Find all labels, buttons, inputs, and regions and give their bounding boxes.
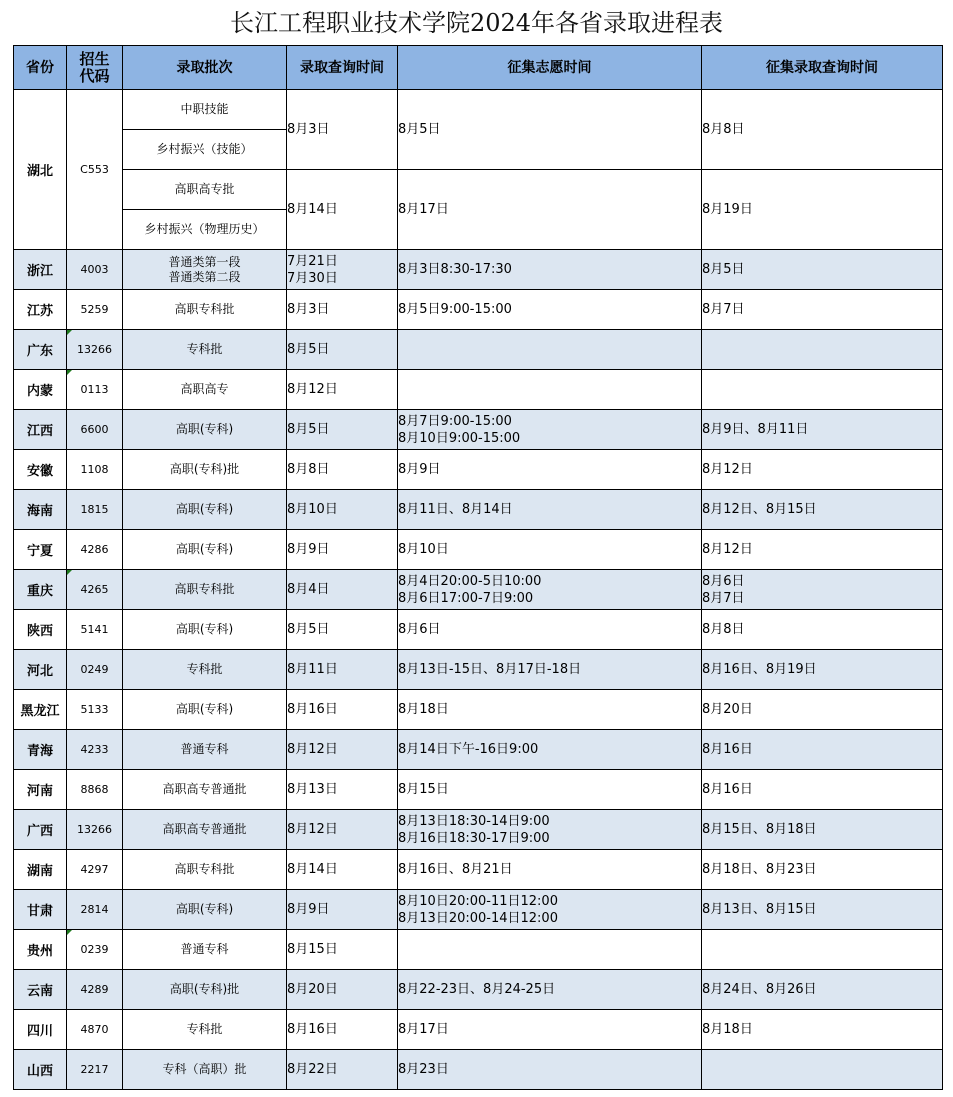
solicit-time-cell	[398, 930, 702, 970]
query-time-cell-line: 8月14日	[287, 862, 338, 877]
solicit-time-cell-line: 8月16日、8月21日	[398, 862, 513, 877]
province-cell-line: 广西	[26, 824, 53, 839]
solicit-query-cell-line: 8月16日	[702, 742, 753, 757]
code-cell-line: 4870	[80, 1023, 109, 1036]
query-time-cell	[287, 930, 398, 970]
solicit-time-cell-line: 8月9日	[398, 462, 441, 477]
province-cell	[14, 330, 67, 370]
batch-cell	[123, 410, 287, 450]
province-cell-line: 江西	[26, 424, 53, 439]
province-cell	[14, 490, 67, 530]
query-time-cell	[287, 1010, 398, 1050]
table-row	[14, 410, 943, 450]
solicit-query-cell	[702, 850, 943, 890]
table-row	[14, 970, 943, 1010]
province-cell	[14, 890, 67, 930]
code-cell-line: 4289	[80, 983, 109, 996]
batch-cell-line: 高职(专科)	[175, 422, 234, 436]
province-cell	[14, 810, 67, 850]
code-cell	[67, 530, 123, 570]
solicit-time-cell	[398, 1050, 702, 1090]
province-cell-line: 四川	[26, 1024, 53, 1039]
query-time-cell	[287, 850, 398, 890]
batch-cell	[123, 690, 287, 730]
solicit-query-cell: 8月8日	[702, 90, 943, 170]
table-row	[14, 530, 943, 570]
code-cell-line: 0249	[80, 663, 109, 676]
solicit-query-cell	[702, 810, 943, 850]
solicit-time-cell	[398, 450, 702, 490]
solicit-time-cell	[398, 490, 702, 530]
province-cell-line: 云南	[26, 984, 53, 999]
solicit-query-cell-line: 8月18日	[702, 1022, 753, 1037]
query-time-cell: 8月3日	[287, 90, 398, 170]
province-cell	[14, 450, 67, 490]
solicit-query-cell	[702, 1010, 943, 1050]
solicit-time-cell-line: 8月13日18:30-14日9:00	[398, 813, 550, 829]
batch-cell	[123, 250, 287, 290]
batch-cell: 乡村振兴（技能）	[123, 130, 287, 170]
header-province: 省份	[14, 46, 67, 90]
header-code: 招生代码	[67, 46, 123, 90]
table-row	[14, 1010, 943, 1050]
query-time-cell	[287, 1050, 398, 1090]
province-cell	[14, 690, 67, 730]
solicit-time-cell	[398, 250, 702, 290]
batch-cell	[123, 970, 287, 1010]
solicit-time-cell-line: 8月5日9:00-15:00	[398, 302, 512, 317]
batch-cell	[123, 450, 287, 490]
code-cell-line: 5133	[80, 703, 109, 716]
solicit-time-cell-line: 8月10日20:00-11日12:00	[398, 893, 558, 909]
solicit-query-cell-line: 8月12日、8月15日	[702, 502, 817, 517]
batch-cell: 高职高专批	[123, 170, 287, 210]
solicit-time-cell	[398, 1010, 702, 1050]
province-cell-line: 甘肃	[26, 904, 53, 919]
solicit-time-cell	[398, 770, 702, 810]
table-row	[14, 690, 943, 730]
solicit-query-cell-line: 8月15日、8月18日	[702, 822, 817, 837]
code-cell-line: 13266	[77, 343, 112, 356]
query-time-cell	[287, 810, 398, 850]
solicit-time-cell-line: 8月10日9:00-15:00	[398, 430, 521, 446]
query-time-cell	[287, 570, 398, 610]
solicit-query-cell-line: 8月8日	[702, 622, 745, 637]
province-cell-line: 河北	[26, 664, 53, 679]
header-solicit-query-time: 征集录取查询时间	[702, 46, 943, 90]
batch-cell-line: 普通专科	[180, 942, 229, 956]
code-cell	[67, 970, 123, 1010]
solicit-time-cell	[398, 810, 702, 850]
header-solicit-time: 征集志愿时间	[398, 46, 702, 90]
province-cell	[14, 930, 67, 970]
query-time-cell-line: 8月5日	[287, 422, 330, 437]
code-cell-line: 8868	[80, 783, 109, 796]
table-row-hubei-sub	[14, 170, 943, 210]
province-cell	[14, 650, 67, 690]
solicit-time-cell	[398, 370, 702, 410]
solicit-time-cell	[398, 890, 702, 930]
code-cell: C553	[67, 90, 123, 250]
solicit-query-cell-line: 8月24日、8月26日	[702, 982, 817, 997]
province-cell-line: 海南	[26, 504, 53, 519]
table-row	[14, 850, 943, 890]
table-row	[14, 450, 943, 490]
admission-table	[13, 45, 943, 1090]
province-cell-line: 宁夏	[26, 544, 53, 559]
query-time-cell	[287, 410, 398, 450]
query-time-cell: 8月14日	[287, 170, 398, 250]
batch-cell	[123, 290, 287, 330]
province-cell-line: 陕西	[26, 624, 53, 639]
province-cell	[14, 370, 67, 410]
solicit-time-cell-line: 8月13日20:00-14日12:00	[398, 910, 558, 926]
code-cell	[67, 450, 123, 490]
batch-cell	[123, 1050, 287, 1090]
code-cell-line: 4286	[80, 543, 109, 556]
province-cell-line: 内蒙	[26, 384, 53, 399]
province-cell: 湖北	[14, 90, 67, 250]
code-cell	[67, 570, 123, 610]
solicit-query-cell	[702, 330, 943, 370]
table-row	[14, 290, 943, 330]
code-cell	[67, 810, 123, 850]
code-cell-line: 4233	[80, 743, 109, 756]
solicit-time-cell-line: 8月6日17:00-7日9:00	[398, 590, 534, 606]
code-cell	[67, 890, 123, 930]
solicit-time-cell	[398, 730, 702, 770]
province-cell-line: 安徽	[26, 464, 53, 479]
province-cell	[14, 730, 67, 770]
batch-cell	[123, 490, 287, 530]
code-cell	[67, 490, 123, 530]
solicit-query-cell	[702, 450, 943, 490]
solicit-query-cell-line: 8月13日、8月15日	[702, 902, 817, 917]
header-row	[14, 46, 943, 90]
solicit-time-cell: 8月17日	[398, 170, 702, 250]
batch-cell	[123, 570, 287, 610]
province-cell-line: 湖南	[26, 864, 53, 879]
batch-cell	[123, 930, 287, 970]
province-cell-line: 河南	[26, 784, 53, 799]
query-time-cell	[287, 890, 398, 930]
table-row	[14, 370, 943, 410]
table-row	[14, 610, 943, 650]
solicit-query-cell	[702, 890, 943, 930]
solicit-query-cell	[702, 610, 943, 650]
code-cell	[67, 930, 123, 970]
province-cell-line: 青海	[26, 744, 53, 759]
query-time-cell-line: 8月16日	[287, 702, 338, 717]
table-row	[14, 330, 943, 370]
code-cell	[67, 1010, 123, 1050]
province-cell	[14, 530, 67, 570]
code-cell-line: 0239	[80, 943, 109, 956]
table-row	[14, 1050, 943, 1090]
solicit-query-cell	[702, 370, 943, 410]
solicit-time-cell-line: 8月14日下午-16日9:00	[398, 742, 539, 757]
query-time-cell	[287, 970, 398, 1010]
province-cell-line: 黑龙江	[20, 704, 60, 719]
batch-cell	[123, 850, 287, 890]
solicit-query-cell	[702, 250, 943, 290]
code-cell-line: 2217	[80, 1063, 109, 1076]
solicit-time-cell	[398, 330, 702, 370]
solicit-query-cell-line: 8月16日	[702, 782, 753, 797]
query-time-cell	[287, 610, 398, 650]
province-cell	[14, 850, 67, 890]
solicit-time-cell	[398, 970, 702, 1010]
code-cell	[67, 650, 123, 690]
query-time-cell-line: 7月21日	[287, 253, 338, 269]
solicit-query-cell	[702, 690, 943, 730]
solicit-time-cell	[398, 650, 702, 690]
code-cell	[67, 330, 123, 370]
code-cell	[67, 730, 123, 770]
batch-cell-line: 专科批	[186, 342, 223, 356]
query-time-cell-line: 8月4日	[287, 582, 330, 597]
solicit-query-cell	[702, 530, 943, 570]
solicit-query-cell-line: 8月7日	[702, 302, 745, 317]
code-cell-line: 1815	[80, 503, 109, 516]
query-time-cell-line: 8月16日	[287, 1022, 338, 1037]
query-time-cell	[287, 250, 398, 290]
solicit-query-cell-line: 8月12日	[702, 542, 753, 557]
code-cell-line: 5259	[80, 303, 109, 316]
solicit-query-cell	[702, 1050, 943, 1090]
batch-cell	[123, 370, 287, 410]
province-cell	[14, 570, 67, 610]
header-query-time: 录取查询时间	[287, 46, 398, 90]
solicit-time-cell	[398, 690, 702, 730]
solicit-query-cell-line: 8月5日	[702, 262, 745, 277]
code-cell	[67, 1050, 123, 1090]
query-time-cell-line: 8月15日	[287, 942, 338, 957]
batch-cell-line: 高职(专科)批	[169, 462, 240, 476]
query-time-cell-line: 8月9日	[287, 542, 330, 557]
query-time-cell-line: 8月5日	[287, 622, 330, 637]
query-time-cell	[287, 290, 398, 330]
solicit-time-cell-line: 8月11日、8月14日	[398, 502, 513, 517]
batch-cell	[123, 530, 287, 570]
province-cell-line: 贵州	[26, 944, 53, 959]
province-cell-line: 广东	[26, 344, 53, 359]
table-row	[14, 650, 943, 690]
query-time-cell	[287, 530, 398, 570]
province-cell-line: 浙江	[26, 264, 53, 279]
query-time-cell-line: 8月8日	[287, 462, 330, 477]
batch-cell-line: 普通类第一段	[168, 254, 241, 269]
table-row	[14, 810, 943, 850]
solicit-time-cell	[398, 290, 702, 330]
table-row	[14, 490, 943, 530]
province-cell	[14, 1010, 67, 1050]
solicit-query-cell	[702, 930, 943, 970]
table-row	[14, 570, 943, 610]
batch-cell	[123, 890, 287, 930]
solicit-query-cell-line: 8月18日、8月23日	[702, 862, 817, 877]
batch-cell-line: 专科（高职）批	[162, 1062, 247, 1076]
solicit-query-cell	[702, 490, 943, 530]
query-time-cell	[287, 770, 398, 810]
query-time-cell-line: 8月12日	[287, 822, 338, 837]
code-cell-line: 6600	[80, 423, 109, 436]
query-time-cell-line: 8月12日	[287, 742, 338, 757]
code-cell	[67, 410, 123, 450]
code-cell-line: 4297	[80, 863, 109, 876]
batch-cell-line: 高职(专科)	[175, 502, 234, 516]
province-cell	[14, 970, 67, 1010]
solicit-query-cell-line: 8月16日、8月19日	[702, 662, 817, 677]
solicit-query-cell	[702, 650, 943, 690]
province-cell	[14, 610, 67, 650]
query-time-cell-line: 8月11日	[287, 662, 338, 677]
province-cell-line: 江苏	[26, 304, 53, 319]
solicit-time-cell	[398, 850, 702, 890]
solicit-query-cell	[702, 290, 943, 330]
batch-cell-line: 高职(专科)	[175, 622, 234, 636]
solicit-time-cell-line: 8月16日18:30-17日9:00	[398, 830, 550, 846]
batch-cell-line: 高职高专普通批	[162, 822, 247, 836]
header-batch: 录取批次	[123, 46, 287, 90]
solicit-query-cell-line: 8月20日	[702, 702, 753, 717]
batch-cell-line: 专科批	[186, 1022, 223, 1036]
solicit-time-cell	[398, 410, 702, 450]
code-cell-line: 5141	[80, 623, 109, 636]
query-time-cell	[287, 690, 398, 730]
solicit-query-cell	[702, 410, 943, 450]
query-time-cell-line: 8月10日	[287, 502, 338, 517]
code-cell	[67, 370, 123, 410]
code-cell	[67, 610, 123, 650]
batch-cell: 中职技能	[123, 90, 287, 130]
solicit-time-cell-line: 8月6日	[398, 622, 441, 637]
solicit-time-cell	[398, 530, 702, 570]
province-cell-line: 重庆	[26, 584, 53, 599]
batch-cell	[123, 610, 287, 650]
batch-cell	[123, 770, 287, 810]
query-time-cell	[287, 330, 398, 370]
table-row	[14, 730, 943, 770]
province-cell	[14, 250, 67, 290]
solicit-time-cell-line: 8月17日	[398, 1022, 449, 1037]
solicit-time-cell-line: 8月22-23日、8月24-25日	[398, 982, 556, 997]
code-cell-line: 2814	[80, 903, 109, 916]
solicit-time-cell-line: 8月13日-15日、8月17日-18日	[398, 662, 582, 677]
batch-cell-line: 普通专科	[180, 742, 229, 756]
table-row	[14, 930, 943, 970]
solicit-time-cell	[398, 610, 702, 650]
solicit-time-cell-line: 8月15日	[398, 782, 449, 797]
solicit-time-cell: 8月5日	[398, 90, 702, 170]
batch-cell-line: 高职高专	[180, 382, 229, 396]
batch-cell-line: 高职(专科)批	[169, 982, 240, 996]
solicit-query-cell-line: 8月12日	[702, 462, 753, 477]
batch-cell-line: 高职(专科)	[175, 902, 234, 916]
code-cell	[67, 690, 123, 730]
batch-cell	[123, 730, 287, 770]
table-row	[14, 250, 943, 290]
query-time-cell-line: 8月5日	[287, 342, 330, 357]
batch-cell-line: 高职专科批	[174, 302, 235, 316]
province-cell-line: 山西	[26, 1064, 53, 1079]
query-time-cell	[287, 450, 398, 490]
page-title: 长江工程职业技术学院2024年各省录取进程表	[229, 9, 724, 37]
batch-cell-line: 高职高专普通批	[162, 782, 247, 796]
query-time-cell	[287, 370, 398, 410]
code-cell-line: 4003	[80, 263, 109, 276]
batch-cell	[123, 1010, 287, 1050]
batch-cell: 乡村振兴（物理历史）	[123, 210, 287, 250]
province-cell	[14, 290, 67, 330]
table-row	[14, 890, 943, 930]
code-cell-line: 1108	[80, 463, 109, 476]
solicit-query-cell	[702, 770, 943, 810]
query-time-cell-line: 8月12日	[287, 382, 338, 397]
solicit-query-cell	[702, 570, 943, 610]
query-time-cell-line: 7月30日	[287, 270, 338, 286]
solicit-time-cell-line: 8月7日9:00-15:00	[398, 413, 512, 429]
table-row	[14, 770, 943, 810]
code-cell-line: 4265	[80, 583, 109, 596]
code-cell-line: 0113	[80, 383, 109, 396]
query-time-cell-line: 8月20日	[287, 982, 338, 997]
code-cell	[67, 770, 123, 810]
batch-cell-line: 专科批	[186, 662, 223, 676]
province-cell	[14, 410, 67, 450]
query-time-cell	[287, 730, 398, 770]
solicit-query-cell-line: 8月9日、8月11日	[702, 422, 809, 437]
code-cell	[67, 250, 123, 290]
batch-cell-line: 高职(专科)	[175, 542, 234, 556]
province-cell	[14, 770, 67, 810]
query-time-cell-line: 8月3日	[287, 302, 330, 317]
batch-cell-line: 高职专科批	[174, 862, 235, 876]
table-row-hubei	[14, 90, 943, 130]
query-time-cell	[287, 650, 398, 690]
batch-cell	[123, 650, 287, 690]
code-cell-line: 13266	[77, 823, 112, 836]
solicit-query-cell-line: 8月6日	[702, 573, 745, 589]
solicit-time-cell	[398, 570, 702, 610]
query-time-cell-line: 8月9日	[287, 902, 330, 917]
solicit-query-cell: 8月19日	[702, 170, 943, 250]
solicit-time-cell-line: 8月3日8:30-17:30	[398, 262, 512, 277]
batch-cell-line: 高职专科批	[174, 582, 235, 596]
solicit-query-cell	[702, 730, 943, 770]
solicit-time-cell-line: 8月10日	[398, 542, 449, 557]
province-cell	[14, 1050, 67, 1090]
batch-cell-line: 普通类第二段	[168, 269, 241, 284]
code-cell	[67, 850, 123, 890]
batch-cell	[123, 810, 287, 850]
solicit-time-cell-line: 8月18日	[398, 702, 449, 717]
batch-cell-line: 高职(专科)	[175, 702, 234, 716]
query-time-cell-line: 8月13日	[287, 782, 338, 797]
query-time-cell	[287, 490, 398, 530]
batch-cell	[123, 330, 287, 370]
solicit-query-cell-line: 8月7日	[702, 590, 745, 606]
solicit-time-cell-line: 8月4日20:00-5日10:00	[398, 573, 542, 589]
solicit-query-cell	[702, 970, 943, 1010]
solicit-time-cell-line: 8月23日	[398, 1062, 449, 1077]
code-cell	[67, 290, 123, 330]
query-time-cell-line: 8月22日	[287, 1062, 338, 1077]
